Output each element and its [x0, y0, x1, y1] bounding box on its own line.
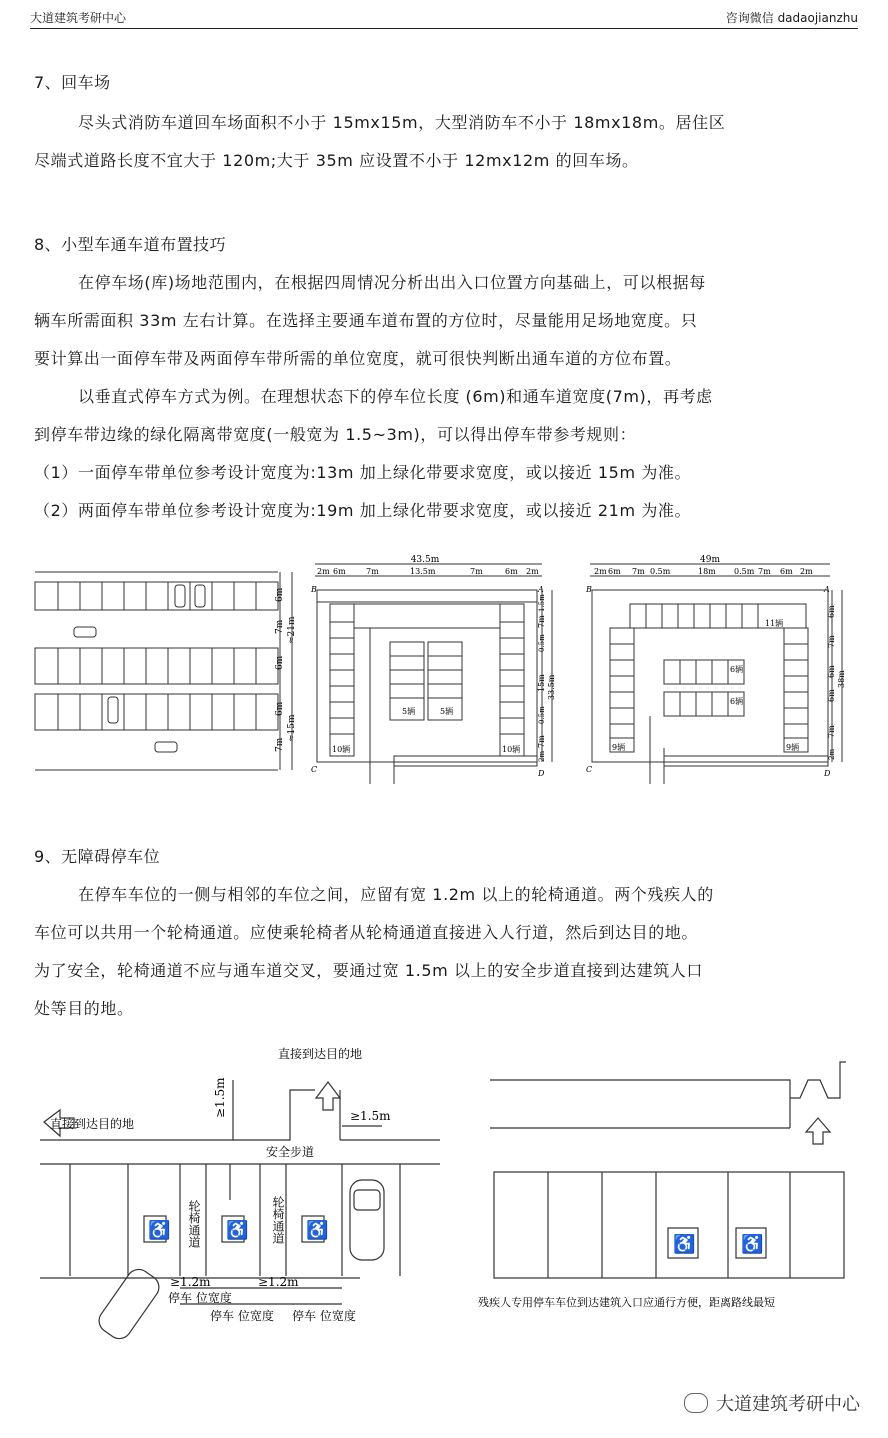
corner-c-0: B — [586, 585, 592, 594]
right-c-2: 6m — [827, 665, 836, 678]
right-b-2: 0.5m — [538, 634, 546, 652]
fig2-bay-1: 停车 位宽度 — [168, 1291, 232, 1305]
top-c-4: 18m — [698, 567, 716, 576]
right-c-0: 6m — [827, 605, 836, 618]
cars-c-2: 6辆 — [730, 697, 744, 706]
total-c: 49m — [700, 555, 720, 565]
corner-b-1: A — [538, 585, 544, 594]
top-c-7: 6m — [780, 567, 793, 576]
section9-title: 9、无障碍停车位 — [34, 847, 161, 866]
top-b-4: 7m — [470, 567, 483, 576]
fig2-left-label: 直接到达目的地 — [50, 1117, 135, 1131]
right-b-5: 0.5m — [538, 706, 546, 724]
fig2-dim-12b: ≥1.2m — [258, 1275, 299, 1289]
top-b-1: 6m — [333, 567, 346, 576]
text-line: 在停车车位的一侧与相邻的车位之间，应留有宽 1.2m 以上的轮椅通道。两个残疾人的 — [78, 885, 714, 904]
top-c-0: 2m — [594, 567, 607, 576]
fig2-dim-12: ≥1.2m — [170, 1275, 211, 1289]
section8-title: 8、小型车通车道布置技巧 — [34, 235, 227, 254]
text-line: （2）两面停车带单位参考设计宽度为:19m 加上绿化带要求宽度，或以接近 21m 为准。 — [34, 501, 692, 520]
fig2-bay-3: 停车 位宽度 — [292, 1309, 356, 1323]
section8-paragraph — [34, 264, 858, 530]
accessible-parking-figure — [30, 1040, 860, 1360]
watermark-text: 大道建筑考研中心 — [716, 1394, 860, 1415]
corner-b-3: D — [538, 769, 545, 778]
right-c-1: 7m — [827, 635, 836, 648]
text-line: 处等目的地。 — [34, 999, 134, 1018]
text-line: 车位可以共用一个轮椅通道。应使乘轮椅者从轮椅通道直接进入人行道，然后到达目的地。 — [34, 923, 699, 942]
text-line: 尽端式道路长度不宜大于 120m;大于 35m 应设置不小于 12mx12m 的回车场。 — [34, 151, 639, 170]
wechat-icon — [684, 1393, 708, 1413]
dim-a-1: 7m — [275, 619, 285, 634]
parking-layout-figure — [30, 552, 860, 792]
top-b-5: 6m — [505, 567, 518, 576]
right-c-5: 2m — [828, 748, 836, 760]
text-line: 要计算出一面停车带及两面停车带所需的单位宽度，就可很快判断出通车道的方位布置。 — [34, 349, 682, 368]
wheelchair-icon: ♿ — [226, 1220, 249, 1241]
text-line: 辆车所需面积 33m 左右计算。在选择主要通车道布置的方位时，尽量能用足场地宽度。只 — [34, 311, 698, 330]
fig2-caption: 残疾人专用停车车位到达建筑入口应通行方便，距离路线最短 — [478, 1296, 775, 1309]
text-line: （1）一面停车带单位参考设计宽度为:13m 加上绿化带要求宽度，或以接近 15m 为准。 — [34, 463, 692, 482]
top-c-6: 7m — [758, 567, 771, 576]
top-b-0: 2m — [317, 567, 330, 576]
cars-c-4: 9辆 — [786, 743, 800, 752]
cars-c-1: 6辆 — [730, 665, 744, 674]
fig2-top-label: 直接到达目的地 — [278, 1047, 363, 1061]
total-a-1: ≈15m — [287, 714, 297, 742]
total-a-0: ≈21m — [287, 616, 297, 644]
top-b-2: 7m — [366, 567, 379, 576]
right-c-3: 6m — [827, 689, 836, 702]
top-b-6: 2m — [526, 567, 539, 576]
corner-b-2: C — [311, 765, 318, 774]
top-c-1: 6m — [608, 567, 621, 576]
dim-a-3: 6m — [275, 701, 285, 716]
cars-c-0: 11辆 — [765, 619, 784, 628]
wheelchair-icon: ♿ — [741, 1234, 764, 1255]
dim-a-2: 6m — [275, 655, 285, 670]
header-left: 大道建筑考研中心 — [30, 10, 127, 25]
text-line: 尽头式消防车道回车场面积不小于 15mx15m，大型消防车不小于 18mx18m。居住区 — [78, 113, 726, 132]
right-c-6: 38m — [837, 670, 846, 688]
right-b-4: 33.5m — [547, 674, 556, 700]
right-b-0: 7m — [537, 615, 546, 628]
source-watermark — [684, 1390, 860, 1416]
dim-a-0: 6m — [275, 587, 285, 602]
wheelchair-icon: ♿ — [148, 1220, 171, 1241]
corner-c-2: C — [586, 765, 593, 774]
top-c-5: 0.5m — [734, 567, 755, 576]
text-line: 在停车场(库)场地范围内，在根据四周情况分析出出入口位置方向基础上，可以根据每 — [78, 273, 706, 292]
cars-b-1: 5辆 — [440, 707, 454, 716]
top-c-8: 2m — [800, 567, 813, 576]
fig2-bay-2: 停车 位宽度 — [210, 1309, 274, 1323]
fig2-dim-15: ≥1.5m — [350, 1109, 391, 1123]
text-line: 到停车带边缘的绿化隔离带宽度(一般宽为 1.5~3m)，可以得出停车带参考规则： — [34, 425, 637, 444]
top-c-2: 7m — [632, 567, 645, 576]
corner-c-1: A — [824, 585, 830, 594]
right-c-4: 7m — [827, 725, 836, 738]
page-header — [30, 6, 858, 29]
section9-paragraph — [34, 876, 858, 1028]
cars-b-0: 5辆 — [402, 707, 416, 716]
section7-title: 7、回车场 — [34, 73, 111, 92]
text-line: 以垂直式停车方式为例。在理想状态下的停车位长度 (6m)和通车道宽度(7m)，再考虑 — [78, 387, 713, 406]
right-b-1: 1.5m — [538, 594, 546, 612]
dim-a-4: 7m — [275, 737, 285, 752]
right-b-7: 2m — [538, 750, 546, 762]
wheelchair-icon: ♿ — [673, 1234, 696, 1255]
right-b-3: 15m — [537, 674, 546, 692]
section7-paragraph — [34, 104, 858, 180]
total-b: 43.5m — [410, 555, 440, 565]
cars-b-2: 10辆 — [332, 745, 351, 754]
corner-b-0: B — [311, 585, 317, 594]
top-c-3: 0.5m — [650, 567, 671, 576]
wheelchair-icon: ♿ — [306, 1220, 329, 1241]
top-b-3: 13.5m — [410, 567, 436, 576]
fig2-dim-15b: ≥1.5m — [213, 1077, 227, 1118]
fig2-channel: 轮椅通道 — [187, 1200, 201, 1248]
right-b-6: 7m — [537, 735, 546, 748]
corner-c-3: D — [824, 769, 831, 778]
cars-b-3: 10辆 — [502, 745, 521, 754]
header-right: 咨询微信 dadaojianzhu — [725, 10, 858, 25]
fig2-walkway: 安全步道 — [266, 1145, 315, 1159]
cars-c-3: 9辆 — [612, 743, 626, 752]
fig2-channel-2: 轮椅通道 — [271, 1196, 285, 1244]
text-line: 为了安全，轮椅通道不应与通车道交叉，要通过宽 1.5m 以上的安全步道直接到达建筑人口 — [34, 961, 704, 980]
